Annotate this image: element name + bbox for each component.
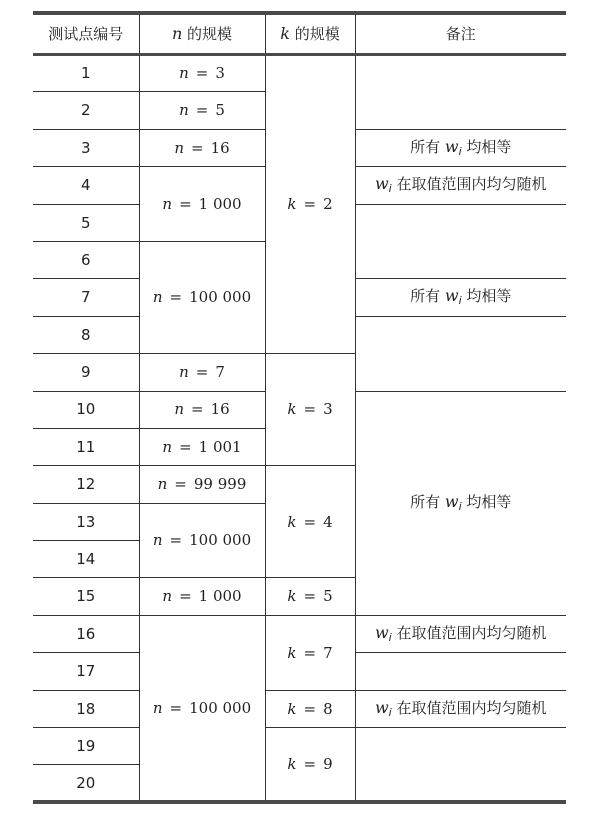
n-value-cell: n = 100 000 — [139, 241, 265, 353]
header-test-id: 测试点编号 — [33, 13, 139, 55]
note-cell: 所有 $w_i$ 均相等 — [355, 279, 566, 316]
n-value-cell: n = 1 000 — [139, 578, 265, 615]
test-id-cell: 2 — [33, 92, 139, 129]
note-cell — [355, 316, 566, 391]
header-n-variable: n — [171, 24, 183, 44]
k-value-cell: k = 9 — [265, 728, 355, 803]
n-value-cell: n = 100 000 — [139, 503, 265, 578]
test-id-cell: 1 — [33, 55, 139, 92]
n-value-cell: n = 16 — [139, 129, 265, 166]
table-row — [33, 55, 566, 92]
note-cell — [355, 728, 566, 803]
test-id-cell: 15 — [33, 578, 139, 615]
note-cell: 所有 $w_i$ 均相等 — [355, 129, 566, 166]
note-cell — [355, 204, 566, 279]
test-point-table — [33, 11, 566, 804]
test-id-cell: 18 — [33, 690, 139, 727]
note-cell: 所有 $w_i$ 均相等 — [355, 391, 566, 615]
header-n-suffix: 的规模 — [187, 25, 233, 44]
note-cell — [355, 653, 566, 690]
note-cell: $w_i$ 在取值范围内均匀随机 — [355, 615, 566, 652]
test-id-cell: 11 — [33, 428, 139, 465]
test-id-cell: 12 — [33, 466, 139, 503]
test-id-cell: 16 — [33, 615, 139, 652]
n-value-cell: n = 1 001 — [139, 428, 265, 465]
header-k-variable: k — [280, 24, 290, 44]
test-id-cell: 17 — [33, 653, 139, 690]
test-id-cell: 14 — [33, 541, 139, 578]
n-value-cell: n = 99 999 — [139, 466, 265, 503]
test-id-cell: 9 — [33, 354, 139, 391]
k-value-cell: k = 5 — [265, 578, 355, 615]
k-value-cell: k = 4 — [265, 466, 355, 578]
note-cell: $w_i$ 在取值范围内均匀随机 — [355, 167, 566, 204]
header-k-scale — [265, 13, 355, 55]
test-id-cell: 10 — [33, 391, 139, 428]
test-id-cell: 4 — [33, 167, 139, 204]
test-id-cell: 5 — [33, 204, 139, 241]
test-id-cell: 19 — [33, 728, 139, 765]
table-row — [33, 615, 566, 652]
note-cell — [355, 55, 566, 130]
note-cell: $w_i$ 在取值范围内均匀随机 — [355, 690, 566, 727]
header-n-scale — [139, 13, 265, 55]
test-id-cell: 6 — [33, 241, 139, 278]
k-value-cell: k = 3 — [265, 354, 355, 466]
n-value-cell: n = 100 000 — [139, 615, 265, 802]
test-id-cell: 7 — [33, 279, 139, 316]
header-row — [33, 13, 566, 55]
table-row — [33, 690, 566, 727]
n-value-cell: n = 7 — [139, 354, 265, 391]
test-id-cell: 20 — [33, 765, 139, 802]
k-value-cell: k = 2 — [265, 55, 355, 354]
test-id-cell: 13 — [33, 503, 139, 540]
table-row — [33, 728, 566, 765]
k-value-cell: k = 8 — [265, 690, 355, 727]
test-id-cell: 3 — [33, 129, 139, 166]
n-value-cell: n = 5 — [139, 92, 265, 129]
header-note: 备注 — [355, 13, 566, 55]
test-id-cell: 8 — [33, 316, 139, 353]
n-value-cell: n = 1 000 — [139, 167, 265, 242]
n-value-cell: n = 3 — [139, 55, 265, 92]
header-k-suffix: 的规模 — [294, 25, 340, 44]
k-value-cell: k = 7 — [265, 615, 355, 690]
n-value-cell: n = 16 — [139, 391, 265, 428]
